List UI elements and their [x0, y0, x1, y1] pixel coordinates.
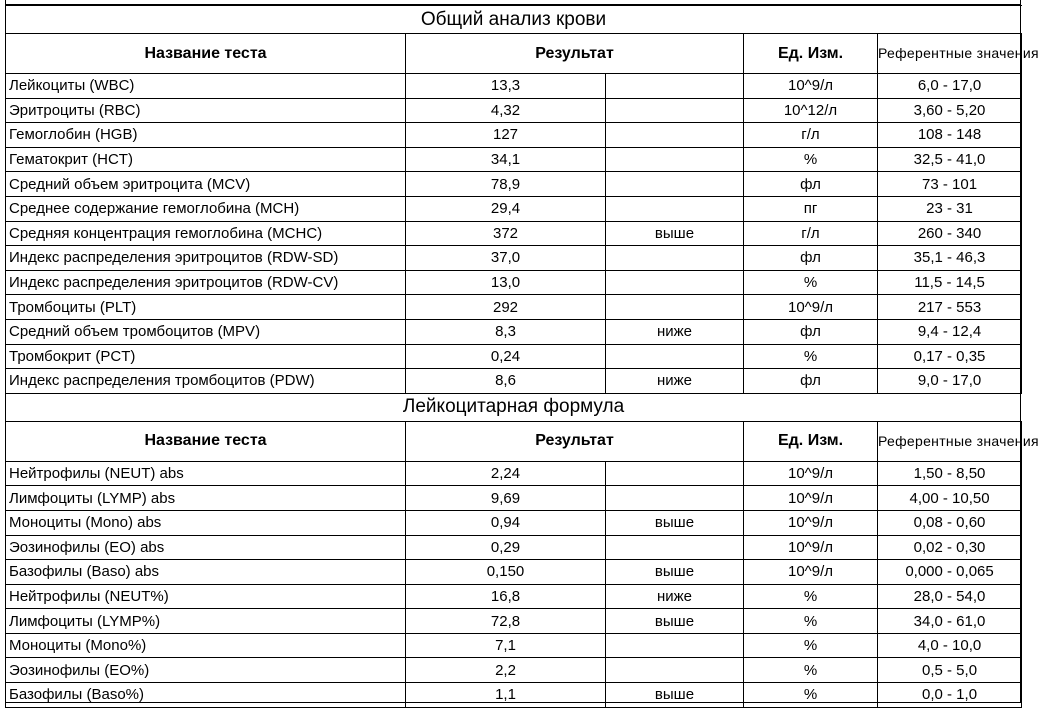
reference-range: 0,08 - 0,60: [878, 510, 1022, 535]
unit-cell: %: [744, 147, 878, 172]
section-title: Лейкоцитарная формула: [6, 393, 1022, 421]
reference-range: 28,0 - 54,0: [878, 584, 1022, 609]
unit-cell: пг: [744, 196, 878, 221]
header-reference: Референтные значения: [878, 34, 1022, 74]
header-test-name: Название теста: [6, 421, 406, 461]
test-name: Нейтрофилы (NEUT%): [6, 584, 406, 609]
result-flag: [606, 270, 744, 295]
table-row: [6, 584, 1022, 609]
result-flag: ниже: [606, 369, 744, 394]
result-value: 127: [406, 123, 606, 148]
test-name: Эритроциты (RBC): [6, 98, 406, 123]
unit-cell: %: [744, 270, 878, 295]
header-unit: Ед. Изм.: [744, 34, 878, 74]
unit-cell: фл: [744, 369, 878, 394]
header-reference: Референтные значения: [878, 421, 1022, 461]
result-value: 8,6: [406, 369, 606, 394]
table-row: [6, 369, 1022, 394]
result-flag: [606, 147, 744, 172]
reference-range: 9,0 - 17,0: [878, 369, 1022, 394]
test-name: Эозинофилы (EO) abs: [6, 535, 406, 560]
result-flag: выше: [606, 221, 744, 246]
table-row: [6, 560, 1022, 585]
reference-range: 9,4 - 12,4: [878, 319, 1022, 344]
table-row: [6, 344, 1022, 369]
test-name: Тромбокрит (PCT): [6, 344, 406, 369]
result-flag: выше: [606, 510, 744, 535]
test-name: Нейтрофилы (NEUT) abs: [6, 461, 406, 486]
result-flag: выше: [606, 560, 744, 585]
column-header-row: [6, 421, 1022, 461]
result-flag: [606, 98, 744, 123]
test-name: Моноциты (Mono%): [6, 633, 406, 658]
result-value: 34,1: [406, 147, 606, 172]
table-row: [6, 196, 1022, 221]
result-flag: выше: [606, 683, 744, 708]
table-row: [6, 486, 1022, 511]
table-row: [6, 658, 1022, 683]
test-name: Индекс распределения эритроцитов (RDW-CV): [6, 270, 406, 295]
result-value: 37,0: [406, 246, 606, 271]
reference-range: 260 - 340: [878, 221, 1022, 246]
test-name: Лейкоциты (WBC): [6, 74, 406, 99]
result-value: 2,2: [406, 658, 606, 683]
table-row: [6, 172, 1022, 197]
table-row: [6, 461, 1022, 486]
result-value: 13,3: [406, 74, 606, 99]
result-flag: [606, 535, 744, 560]
reference-range: 73 - 101: [878, 172, 1022, 197]
unit-cell: 10^9/л: [744, 510, 878, 535]
reference-range: 6,0 - 17,0: [878, 74, 1022, 99]
table-row: [6, 683, 1022, 708]
unit-cell: 10^9/л: [744, 535, 878, 560]
test-name: Средняя концентрация гемоглобина (MCHC): [6, 221, 406, 246]
unit-cell: 10^9/л: [744, 486, 878, 511]
test-name: Базофилы (Baso%): [6, 683, 406, 708]
table-row: [6, 319, 1022, 344]
result-flag: [606, 196, 744, 221]
result-value: 2,24: [406, 461, 606, 486]
unit-cell: г/л: [744, 123, 878, 148]
reference-range: 1,50 - 8,50: [878, 461, 1022, 486]
result-value: 372: [406, 221, 606, 246]
result-value: 292: [406, 295, 606, 320]
result-flag: [606, 123, 744, 148]
reference-range: 3,60 - 5,20: [878, 98, 1022, 123]
result-value: 0,24: [406, 344, 606, 369]
header-result: Результат: [406, 421, 744, 461]
result-flag: выше: [606, 609, 744, 634]
test-name: Индекс распределения эритроцитов (RDW-SD): [6, 246, 406, 271]
result-value: 4,32: [406, 98, 606, 123]
result-flag: [606, 486, 744, 511]
column-header-row: [6, 34, 1022, 74]
reference-range: 0,5 - 5,0: [878, 658, 1022, 683]
test-name: Средний объем эритроцита (MCV): [6, 172, 406, 197]
result-flag: [606, 74, 744, 99]
table-row: [6, 246, 1022, 271]
result-value: 9,69: [406, 486, 606, 511]
reference-range: 217 - 553: [878, 295, 1022, 320]
reference-range: 23 - 31: [878, 196, 1022, 221]
section-title-row: [6, 6, 1022, 34]
test-name: Моноциты (Mono) abs: [6, 510, 406, 535]
result-value: 1,1: [406, 683, 606, 708]
table-row: [6, 633, 1022, 658]
reference-range: 4,0 - 10,0: [878, 633, 1022, 658]
result-value: 29,4: [406, 196, 606, 221]
unit-cell: г/л: [744, 221, 878, 246]
header-unit: Ед. Изм.: [744, 421, 878, 461]
result-flag: ниже: [606, 319, 744, 344]
unit-cell: %: [744, 683, 878, 708]
table-row: [6, 510, 1022, 535]
reference-range: 11,5 - 14,5: [878, 270, 1022, 295]
result-flag: ниже: [606, 584, 744, 609]
result-value: 0,150: [406, 560, 606, 585]
table-row: [6, 147, 1022, 172]
result-flag: [606, 633, 744, 658]
table-row: [6, 270, 1022, 295]
test-name: Гемоглобин (HGB): [6, 123, 406, 148]
table-row: [6, 221, 1022, 246]
table-row: [6, 609, 1022, 634]
table-row: [6, 535, 1022, 560]
unit-cell: фл: [744, 172, 878, 197]
unit-cell: 10^9/л: [744, 295, 878, 320]
unit-cell: %: [744, 584, 878, 609]
reference-range: 0,000 - 0,065: [878, 560, 1022, 585]
section-title: Общий анализ крови: [6, 6, 1022, 34]
test-name: Базофилы (Baso) abs: [6, 560, 406, 585]
result-value: 16,8: [406, 584, 606, 609]
reference-range: 34,0 - 61,0: [878, 609, 1022, 634]
result-value: 8,3: [406, 319, 606, 344]
unit-cell: фл: [744, 246, 878, 271]
unit-cell: %: [744, 609, 878, 634]
table-row: [6, 295, 1022, 320]
test-name: Тромбоциты (PLT): [6, 295, 406, 320]
result-flag: [606, 658, 744, 683]
table-row: [6, 123, 1022, 148]
result-value: 7,1: [406, 633, 606, 658]
result-value: 13,0: [406, 270, 606, 295]
unit-cell: 10^9/л: [744, 461, 878, 486]
results-table: [5, 5, 1039, 708]
result-value: 72,8: [406, 609, 606, 634]
unit-cell: %: [744, 344, 878, 369]
result-flag: [606, 461, 744, 486]
section-title-row: [6, 393, 1022, 421]
reference-range: 32,5 - 41,0: [878, 147, 1022, 172]
reference-range: 4,00 - 10,50: [878, 486, 1022, 511]
result-flag: [606, 172, 744, 197]
test-name: Эозинофилы (EO%): [6, 658, 406, 683]
table-row: [6, 74, 1022, 99]
result-value: 78,9: [406, 172, 606, 197]
result-value: 0,94: [406, 510, 606, 535]
test-name: Индекс распределения тромбоцитов (PDW): [6, 369, 406, 394]
unit-cell: 10^9/л: [744, 560, 878, 585]
reference-range: 0,02 - 0,30: [878, 535, 1022, 560]
unit-cell: %: [744, 633, 878, 658]
lab-report: [5, 5, 1039, 708]
result-flag: [606, 246, 744, 271]
test-name: Среднее содержание гемоглобина (MCH): [6, 196, 406, 221]
test-name: Лимфоциты (LYMP) abs: [6, 486, 406, 511]
test-name: Гематокрит (HCT): [6, 147, 406, 172]
header-test-name: Название теста: [6, 34, 406, 74]
results-table-body: [6, 6, 1039, 708]
unit-cell: %: [744, 658, 878, 683]
test-name: Лимфоциты (LYMP%): [6, 609, 406, 634]
reference-range: 108 - 148: [878, 123, 1022, 148]
test-name: Средний объем тромбоцитов (MPV): [6, 319, 406, 344]
unit-cell: 10^9/л: [744, 74, 878, 99]
table-row: [6, 98, 1022, 123]
unit-cell: фл: [744, 319, 878, 344]
unit-cell: 10^12/л: [744, 98, 878, 123]
result-flag: [606, 344, 744, 369]
reference-range: 0,0 - 1,0: [878, 683, 1022, 708]
header-result: Результат: [406, 34, 744, 74]
result-value: 0,29: [406, 535, 606, 560]
reference-range: 35,1 - 46,3: [878, 246, 1022, 271]
result-flag: [606, 295, 744, 320]
reference-range: 0,17 - 0,35: [878, 344, 1022, 369]
